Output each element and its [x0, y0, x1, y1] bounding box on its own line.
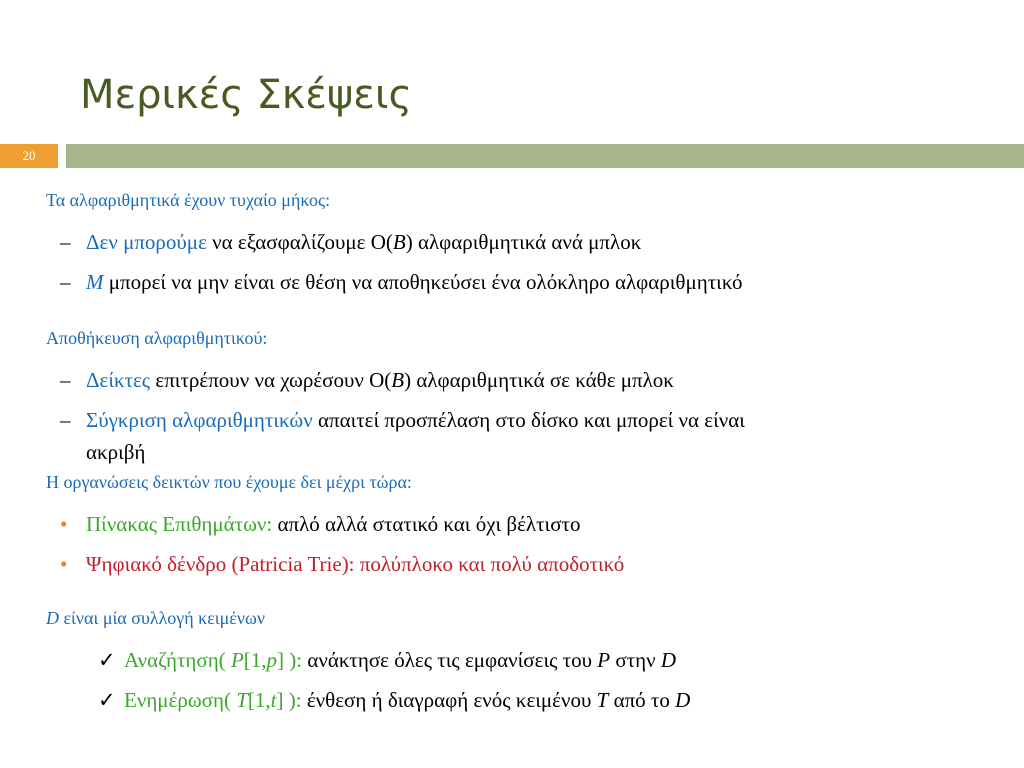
list-item: • Ψηφιακό δένδρο (Patricia Trie): πολύπλοκο και πολύ αποδοτικό	[60, 549, 624, 579]
checkmark-icon: ✓	[98, 648, 116, 672]
list-item: – M μπορεί να μην είναι σε θέση να αποθηκεύσει ένα ολόκληρο αλφαριθμητικό	[60, 267, 742, 297]
list-item: – Δεν μπορούμε να εξασφαλίζουμε Ο(B) αλφαριθμητικά ανά μπλοκ	[60, 227, 641, 257]
list-item: ✓ Αναζήτηση( P[1,p] ): ανάκτησε όλες τις εμφανίσεις του P στην D	[98, 645, 676, 675]
list-item: – Δείκτες επιτρέπουν να χωρέσουν Ο(B) αλφαριθμητικά σε κάθε μπλοκ	[60, 365, 674, 395]
dash-marker: –	[60, 368, 71, 392]
section-header-string-length: Τα αλφαριθμητικά έχουν τυχαίο μήκος:	[46, 190, 331, 210]
checkmark-icon: ✓	[98, 688, 116, 712]
dash-marker: –	[60, 230, 71, 254]
list-item: – Σύγκριση αλφαριθμητικών απαιτεί προσπέλαση στο δίσκο και μπορεί να είναι	[60, 405, 745, 435]
bullet-icon: •	[60, 552, 68, 576]
slide-title: Μερικές Σκέψεις	[80, 72, 412, 118]
bullet-icon: •	[60, 512, 68, 536]
list-item: ✓ Ενημέρωση( T[1,t] ): ένθεση ή διαγραφή ενός κειμένου T από το D	[98, 685, 690, 715]
section-header-document-collection: D είναι μία συλλογή κειμένων	[46, 608, 265, 628]
section-header-index-structures: Η οργανώσεις δεικτών που έχουμε δει μέχρι τώρα:	[46, 472, 412, 492]
dash-marker: –	[60, 270, 71, 294]
list-item-continuation: ακριβή	[86, 440, 146, 464]
title-rule	[66, 144, 1024, 168]
section-header-string-storage: Αποθήκευση αλφαριθμητικού:	[46, 328, 268, 348]
dash-marker: –	[60, 408, 71, 432]
slide-number: 20	[0, 144, 58, 168]
list-item: • Πίνακας Επιθημάτων: απλό αλλά στατικό και όχι βέλτιστο	[60, 509, 580, 539]
